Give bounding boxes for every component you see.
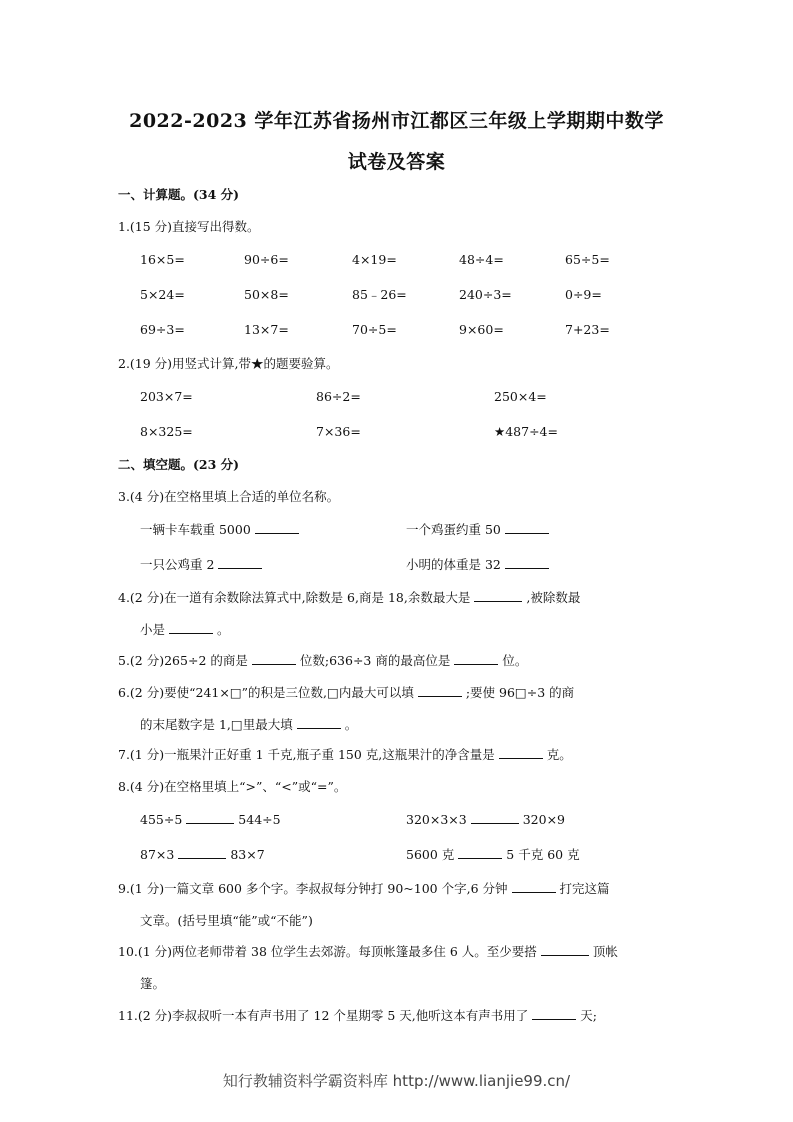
q8-right: 320×9	[522, 812, 566, 827]
q3-item-4	[406, 556, 553, 574]
q4-line-1	[118, 589, 580, 607]
q3-item-3	[140, 556, 266, 574]
q10-text: 10.(1 分)两位老师带着 38 位学生去郊游。每顶帐篷最多住 6 人。至少要搭	[118, 944, 537, 959]
q1-item: 50×8=	[244, 287, 289, 302]
q3-item-2	[406, 521, 553, 539]
q8-item-2	[406, 811, 565, 829]
q9-line-2: 文章。(括号里填“能”或“不能”)	[140, 913, 313, 928]
answer-blank[interactable]	[169, 621, 213, 634]
answer-blank[interactable]	[255, 521, 299, 534]
q1-item: 7+23=	[565, 322, 610, 337]
answer-blank[interactable]	[252, 652, 296, 665]
q1-item: 5×24=	[140, 287, 185, 302]
q4-text: 4.(2 分)在一道有余数除法算式中,除数是 6,商是 18,余数最大是	[118, 590, 471, 605]
answer-blank[interactable]	[532, 1007, 576, 1020]
q7-text: 克。	[546, 747, 572, 762]
q5-text: 位数;636÷3 商的最高位是	[299, 653, 451, 668]
q10-text: 顶帐	[592, 944, 618, 959]
q1-item: 48÷4=	[459, 252, 504, 267]
q11-text: 天;	[580, 1008, 598, 1023]
q8-left: 5600 克	[406, 847, 455, 862]
q8-stem: 8.(4 分)在空格里填上“>”、“<”或“=”。	[118, 779, 347, 794]
q4-line-2	[140, 621, 230, 639]
answer-blank[interactable]	[471, 811, 519, 824]
q3-item-text: 一只公鸡重 2	[140, 557, 215, 572]
q8-item-1	[140, 811, 281, 829]
q1-item: 4×19=	[352, 252, 397, 267]
q7-line	[118, 746, 572, 764]
q8-left: 455÷5	[140, 812, 183, 827]
answer-blank[interactable]	[178, 846, 226, 859]
q1-item: 240÷3=	[459, 287, 512, 302]
q1-item: 16×5=	[140, 252, 185, 267]
answer-blank[interactable]	[474, 589, 522, 602]
q11-text: 11.(2 分)李叔叔听一本有声书用了 12 个星期零 5 天,他听这本有声书用了	[118, 1008, 529, 1023]
answer-blank[interactable]	[297, 716, 341, 729]
q8-right: 83×7	[230, 847, 265, 862]
q11-line	[118, 1007, 597, 1025]
q8-left: 320×3×3	[406, 812, 467, 827]
q3-item-1	[140, 521, 303, 539]
q4-text: ,被除数最	[526, 590, 581, 605]
q1-item: 69÷3=	[140, 322, 185, 337]
q2-item: 250×4=	[494, 389, 547, 404]
q9-text: 打完这篇	[559, 881, 610, 896]
footer-watermark: 知行教辅资料学霸资料库 http://www.lianjie99.cn/	[222, 1072, 571, 1090]
q1-item: 65÷5=	[565, 252, 610, 267]
document-title-line-1: 2022-2023 学年江苏省扬州市江都区三年级上学期期中数学	[129, 110, 664, 132]
q6-line-2	[140, 716, 357, 734]
q8-right: 544÷5	[238, 812, 281, 827]
q3-item-text: 一个鸡蛋约重 50	[406, 522, 501, 537]
q8-item-4	[406, 846, 580, 864]
answer-blank[interactable]	[541, 943, 589, 956]
q1-item: 90÷6=	[244, 252, 289, 267]
q9-line-1	[118, 880, 610, 898]
q1-item: 70÷5=	[352, 322, 397, 337]
q1-item: 85﹣26=	[352, 287, 407, 302]
q9-text: 9.(1 分)一篇文章 600 多个字。李叔叔每分钟打 90~100 个字,6 分钟	[118, 881, 508, 896]
q5-text: 位。	[502, 653, 528, 668]
q3-stem: 3.(4 分)在空格里填上合适的单位名称。	[118, 489, 340, 504]
q2-item: 7×36=	[316, 424, 361, 439]
answer-blank[interactable]	[454, 652, 498, 665]
q1-item: 0÷9=	[565, 287, 602, 302]
q2-stem: 2.(19 分)用竖式计算,带★的题要验算。	[118, 356, 339, 371]
q2-item: 203×7=	[140, 389, 193, 404]
answer-blank[interactable]	[499, 746, 543, 759]
q8-item-3	[140, 846, 265, 864]
answer-blank[interactable]	[505, 521, 549, 534]
q5-text: 5.(2 分)265÷2 的商是	[118, 653, 248, 668]
answer-blank[interactable]	[418, 684, 462, 697]
q10-line-1	[118, 943, 618, 961]
q1-stem: 1.(15 分)直接写出得数。	[118, 219, 260, 234]
q8-right: 5 千克 60 克	[506, 847, 580, 862]
q2-item: 8×325=	[140, 424, 193, 439]
document-title-line-2: 试卷及答案	[347, 151, 446, 173]
answer-blank[interactable]	[218, 556, 262, 569]
q2-item: ★487÷4=	[494, 424, 558, 439]
q6-line-1	[118, 684, 574, 702]
q7-text: 7.(1 分)一瓶果汁正好重 1 千克,瓶子重 150 克,这瓶果汁的净含量是	[118, 747, 495, 762]
q4-text: 。	[217, 622, 230, 637]
q3-item-text: 小明的体重是 32	[406, 557, 501, 572]
section-1-heading: 一、计算题。(34 分)	[118, 187, 240, 202]
answer-blank[interactable]	[505, 556, 549, 569]
q8-left: 87×3	[140, 847, 175, 862]
q2-item: 86÷2=	[316, 389, 361, 404]
answer-blank[interactable]	[186, 811, 234, 824]
q5-line	[118, 652, 527, 670]
q6-text: ;要使 96□÷3 的商	[465, 685, 575, 700]
answer-blank[interactable]	[512, 880, 556, 893]
q6-text: 6.(2 分)要使“241×□”的积是三位数,□内最大可以填	[118, 685, 414, 700]
q10-line-2: 篷。	[140, 976, 166, 991]
q4-text: 小是	[140, 622, 166, 637]
q3-item-text: 一辆卡车载重 5000	[140, 522, 251, 537]
q1-item: 9×60=	[459, 322, 504, 337]
q1-item: 13×7=	[244, 322, 289, 337]
q6-text: 。	[344, 717, 358, 732]
answer-blank[interactable]	[458, 846, 502, 859]
section-2-heading: 二、填空题。(23 分)	[118, 457, 240, 472]
q6-text: 的末尾数字是 1,□里最大填	[140, 717, 293, 732]
